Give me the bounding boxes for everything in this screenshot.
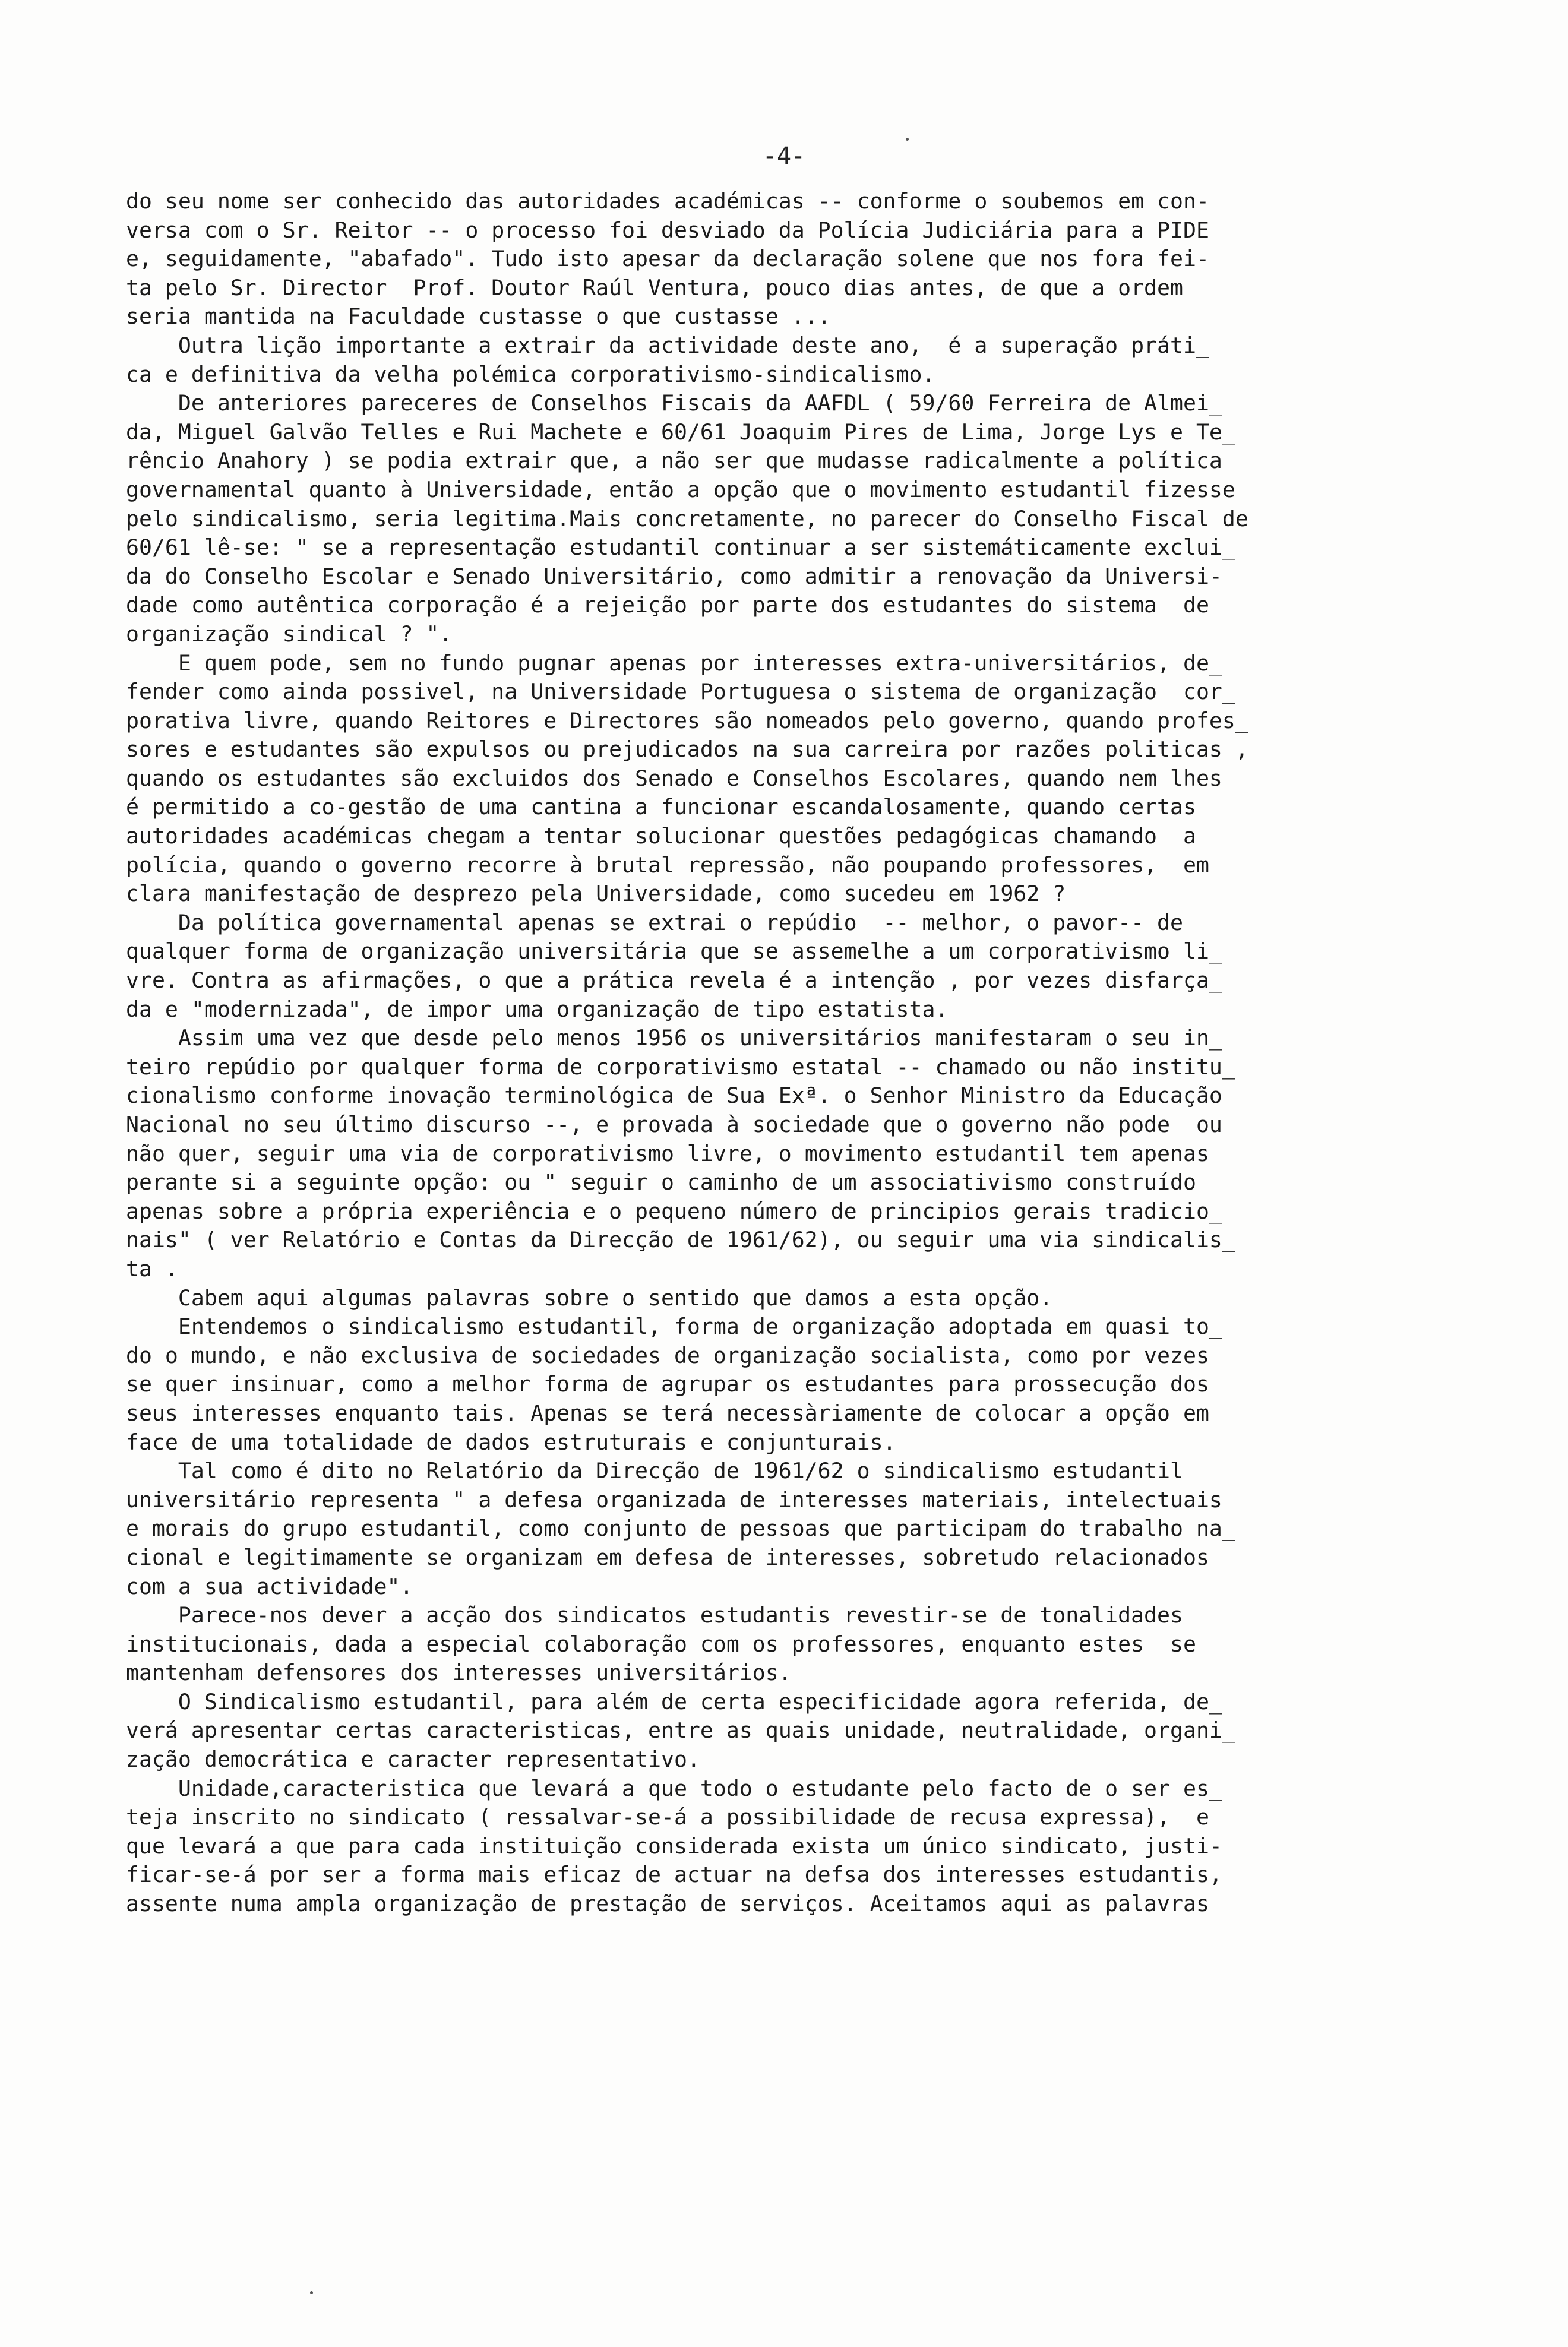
text-line: se quer insinuar, como a melhor forma de agrupar os estudantes para prossecução dos <box>126 1371 1209 1397</box>
text-line: E quem pode, sem no fundo pugnar apenas por interesses extra-universitários, de_ <box>126 650 1222 676</box>
text-line: seria mantida na Faculdade custasse o que custasse ... <box>126 303 831 330</box>
text-line: teiro repúdio por qualquer forma de corporativismo estatal -- chamado ou não institu_ <box>126 1054 1235 1080</box>
text-line: ta . <box>126 1255 178 1282</box>
text-line: dade como autêntica corporação é a rejeição por parte dos estudantes do sistema de <box>126 592 1209 618</box>
text-line: Outra lição importante a extrair da actividade deste ano, é a superação práti_ <box>126 332 1209 358</box>
text-line: que levará a que para cada instituição considerada exista um único sindicato, justi- <box>126 1833 1222 1859</box>
text-line: nais" ( ver Relatório e Contas da Direcção de 1961/62), ou seguir uma via sindicalis_ <box>126 1227 1235 1253</box>
text-line: sores e estudantes são expulsos ou prejudicados na sua carreira por razões politicas , <box>126 736 1248 763</box>
text-line: governamental quanto à Universidade, então a opção que o movimento estudantil fizesse <box>126 476 1235 502</box>
text-line: pelo sindicalismo, seria legitima.Mais concretamente, no parecer do Conselho Fiscal de <box>126 505 1248 532</box>
text-line: e morais do grupo estudantil, como conjunto de pessoas que participam do trabalho na_ <box>126 1516 1235 1542</box>
text-line: Tal como é dito no Relatório da Direcção de 1961/62 o sindicalismo estudantil <box>126 1458 1183 1484</box>
text-line: ca e definitiva da velha polémica corporativismo-sindicalismo. <box>126 361 935 387</box>
text-line: 60/61 lê-se: " se a representação estudantil continuar a ser sistemáticamente exclui_ <box>126 534 1235 561</box>
text-line: Unidade,caracteristica que levará a que todo o estudante pelo facto de o ser es_ <box>126 1775 1222 1801</box>
text-line: face de uma totalidade de dados estruturais e conjunturais. <box>126 1429 896 1455</box>
text-line: versa com o Sr. Reitor -- o processo foi desviado da Polícia Judiciária para a PIDE <box>126 217 1209 243</box>
text-line: vre. Contra as afirmações, o que a prática revela é a intenção , por vezes disfarça_ <box>126 967 1222 994</box>
text-line: Assim uma vez que desde pelo menos 1956 os universitários manifestaram o seu in_ <box>126 1025 1222 1051</box>
text-line: não quer, seguir uma via de corporativismo livre, o movimento estudantil tem apenas <box>126 1140 1209 1166</box>
scan-speck <box>906 138 909 141</box>
text-line: ficar-se-á por ser a forma mais eficaz de actuar na defsa dos interesses estudantis, <box>126 1862 1222 1888</box>
body-text <box>126 187 1403 1919</box>
text-line: mantenham defensores dos interesses universitários. <box>126 1660 792 1686</box>
text-line: da, Miguel Galvão Telles e Rui Machete e 60/61 Joaquim Pires de Lima, Jorge Lys e Te_ <box>126 419 1235 445</box>
text-line: seus interesses enquanto tais. Apenas se terá necessàriamente de colocar a opção em <box>126 1400 1209 1426</box>
text-line: organização sindical ? ". <box>126 621 453 647</box>
text-line: rêncio Anahory ) se podia extrair que, a não ser que mudasse radicalmente a política <box>126 448 1222 474</box>
text-line: da e "modernizada", de impor uma organização de tipo estatista. <box>126 996 949 1022</box>
text-line: O Sindicalismo estudantil, para além de certa especificidade agora referida, de_ <box>126 1688 1222 1715</box>
text-line: Da política governamental apenas se extrai o repúdio -- melhor, o pavor-- de <box>126 909 1183 935</box>
text-line: Cabem aqui algumas palavras sobre o sentido que damos a esta opção. <box>126 1285 1053 1311</box>
text-line: zação democrática e caracter representativo. <box>126 1747 700 1773</box>
text-line: cional e legitimamente se organizam em defesa de interesses, sobretudo relacionados <box>126 1544 1209 1570</box>
text-line: clara manifestação de desprezo pela Universidade, como sucedeu em 1962 ? <box>126 881 1066 907</box>
text-line: teja inscrito no sindicato ( ressalvar-se-á a possibilidade de recusa expressa), e <box>126 1804 1209 1830</box>
text-line: perante si a seguinte opção: ou " seguir o caminho de um associativismo construído <box>126 1169 1196 1195</box>
text-line: fender como ainda possivel, na Universidade Portuguesa o sistema de organização cor_ <box>126 679 1235 705</box>
text-line: qualquer forma de organização universitária que se assemelhe a um corporativismo li_ <box>126 938 1222 964</box>
text-line: De anteriores pareceres de Conselhos Fiscais da AAFDL ( 59/60 Ferreira de Almei_ <box>126 390 1222 416</box>
text-line: é permitido a co-gestão de uma cantina a funcionar escandalosamente, quando certas <box>126 794 1196 820</box>
text-line: com a sua actividade". <box>126 1573 413 1599</box>
text-line: apenas sobre a própria experiência e o pequeno número de principios gerais tradicio_ <box>126 1198 1222 1224</box>
text-line: ta pelo Sr. Director Prof. Doutor Raúl Ventura, pouco dias antes, de que a ordem <box>126 274 1183 301</box>
text-line: autoridades académicas chegam a tentar solucionar questões pedagógicas chamando a <box>126 823 1196 849</box>
text-line: Entendemos o sindicalismo estudantil, forma de organização adoptada em quasi to_ <box>126 1314 1222 1340</box>
text-line: porativa livre, quando Reitores e Directores são nomeados pelo governo, quando profes_ <box>126 707 1248 733</box>
text-line: cionalismo conforme inovação terminológica de Sua Exª. o Senhor Ministro da Educação <box>126 1083 1222 1109</box>
text-line: do seu nome ser conhecido das autoridades académicas -- conforme o soubemos em con- <box>126 188 1209 214</box>
text-line: universitário representa " a defesa organizada de interesses materiais, intelectuais <box>126 1486 1222 1513</box>
page-number: -4- <box>762 143 806 170</box>
text-line: quando os estudantes são excluidos dos Senado e Conselhos Escolares, quando nem lhes <box>126 765 1222 791</box>
text-line: e, seguidamente, "abafado". Tudo isto apesar da declaração solene que nos fora fei- <box>126 246 1209 272</box>
text-line: institucionais, dada a especial colaboração com os professores, enquanto estes se <box>126 1631 1196 1657</box>
text-line: assente numa ampla organização de prestação de serviços. Aceitamos aqui as palavras <box>126 1891 1209 1917</box>
text-line: Parece-nos dever a acção dos sindicatos estudantis revestir-se de tonalidades <box>126 1602 1183 1628</box>
text-line: da do Conselho Escolar e Senado Universitário, como admitir a renovação da Universi- <box>126 563 1222 589</box>
text-line: polícia, quando o governo recorre à brutal repressão, não poupando professores, em <box>126 852 1209 878</box>
scan-speck <box>310 2291 313 2294</box>
text-line: verá apresentar certas caracteristicas, entre as quais unidade, neutralidade, organi_ <box>126 1717 1235 1744</box>
text-line: Nacional no seu último discurso --, e provada à sociedade que o governo não pode ou <box>126 1112 1222 1137</box>
text-line: do o mundo, e não exclusiva de sociedades de organização socialista, como por vezes <box>126 1342 1209 1368</box>
